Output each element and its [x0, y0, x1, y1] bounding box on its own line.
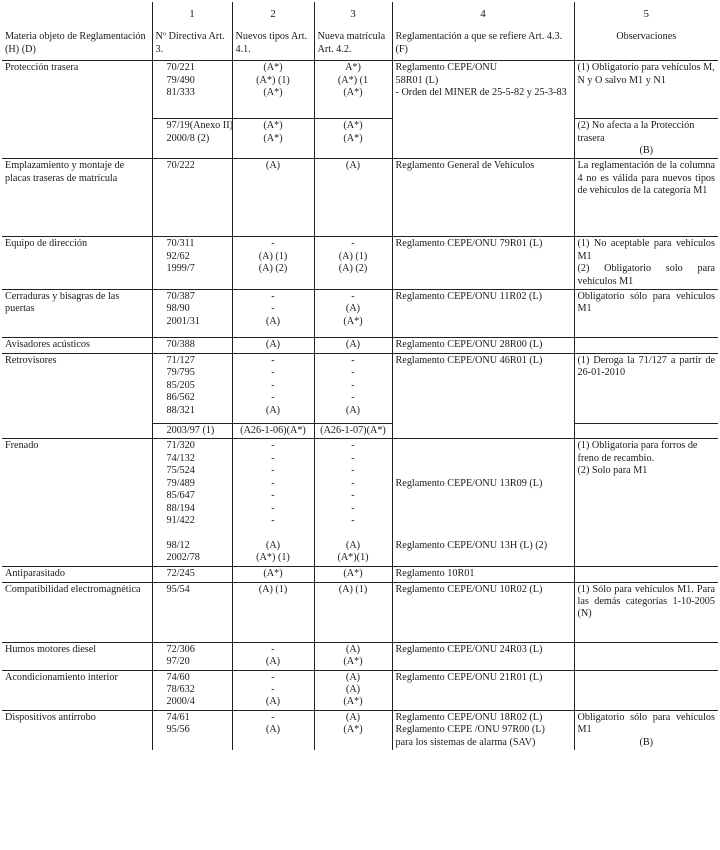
nuevos-tipos-cell-line: (A*): [263, 87, 283, 99]
directiva-cell-line: 71/127: [166, 355, 195, 367]
nueva-matricula-cell-line: (A): [345, 643, 361, 655]
nueva-matricula-cell-line: (A): [345, 711, 361, 723]
reglamentacion-cell-line: para los sistemas de alarma (SAV): [395, 736, 536, 748]
reglamentacion-cell-line: Reglamento General de Vehículos: [395, 160, 535, 172]
reglamentacion-cell-line: 58R01 (L): [395, 74, 439, 86]
nuevos-tipos-cell-line: (A) (1): [258, 583, 288, 595]
directiva-cell-line: 70/221: [166, 62, 195, 74]
nuevos-tipos-cell: [232, 582, 314, 642]
reglamentacion-cell-line: [396, 490, 571, 502]
reglamentacion-cell-line: [396, 503, 571, 515]
table-row: [2, 439, 718, 566]
nueva-matricula-cell-line: (A): [345, 303, 361, 315]
directiva-cell-line: 95/56: [166, 724, 190, 736]
nuevos-tipos-cell-line: (A*) (1): [256, 552, 290, 564]
directiva-cell: [152, 354, 232, 424]
nueva-matricula-cell-line: -: [351, 514, 355, 526]
directiva-cell-line: 91/422: [166, 514, 195, 526]
observaciones-cell: [574, 439, 718, 566]
directiva-cell-line: [167, 527, 229, 539]
nuevos-tipos-cell-line: (A*) (1): [256, 74, 290, 86]
directiva-cell: [152, 119, 232, 159]
directiva-cell: [152, 338, 232, 354]
reglamentacion-cell-line: - Orden del MINER de 25-5-82 y 25-3-83: [395, 87, 567, 99]
header-nuevos-tipos: Nuevos tipos Art. 4.1.: [232, 30, 314, 60]
nueva-matricula-cell-line: -: [351, 477, 355, 489]
nueva-matricula-cell-line: (A) (1): [338, 250, 368, 262]
directiva-cell-line: 1999/7: [166, 263, 195, 275]
nuevos-tipos-cell-line: -: [271, 477, 275, 489]
directiva-cell-line: 74/132: [166, 452, 195, 464]
materia-cell: Antiparasitado: [2, 566, 152, 582]
nueva-matricula-cell: [314, 354, 392, 424]
observaciones-cell: [574, 338, 718, 354]
nueva-matricula-cell: [314, 159, 392, 237]
nueva-matricula-cell-line: (A*) (1: [337, 74, 369, 86]
directiva-cell-line: 92/62: [166, 250, 190, 262]
nueva-matricula-cell-line: -: [351, 355, 355, 367]
directiva-cell-line: 81/333: [166, 87, 195, 99]
reglamentacion-cell: [392, 159, 574, 237]
reglamentacion-cell-line: Reglamento CEPE/ONU 28R00 (L): [395, 339, 543, 351]
nueva-matricula-cell-line: (A): [345, 404, 361, 416]
nueva-matricula-cell-line: (A*): [343, 132, 363, 144]
nueva-matricula-cell-line: (A*): [343, 120, 363, 132]
directiva-cell: [152, 566, 232, 582]
observaciones-cell-line: (2) No afecta a la Protección trasera: [577, 120, 695, 144]
nueva-matricula-cell: [314, 439, 392, 566]
table-row: [2, 338, 718, 354]
nuevos-tipos-cell: [232, 710, 314, 750]
nuevos-tipos-cell: [232, 566, 314, 582]
reglamentacion-cell-line: [396, 465, 571, 477]
observaciones-cell: [574, 237, 718, 290]
header-materia: Materia objeto de Reglamentación (H) (D): [2, 30, 152, 60]
directiva-cell-line: 72/306: [166, 643, 195, 655]
observaciones-cell: [574, 119, 718, 159]
reglamentacion-cell: [392, 119, 574, 159]
reglamentacion-cell-line: Reglamento CEPE/ONU 10R02 (L): [395, 583, 543, 595]
observaciones-cell-line: (1) No aceptable para vehículos M1: [577, 238, 715, 262]
nuevos-tipos-cell-line: -: [271, 440, 275, 452]
observaciones-cell-line: La reglamentación de la columna 4 no es válida para nuevos tipos de vehículos de la categoría M1: [577, 160, 715, 197]
reglamentacion-cell: [392, 642, 574, 670]
directiva-cell-line: 97/20: [166, 655, 190, 667]
directiva-cell: [152, 642, 232, 670]
observaciones-cell: [574, 670, 718, 710]
nuevos-tipos-cell: [232, 338, 314, 354]
directiva-cell-line: 2000/8 (2): [166, 132, 210, 144]
materia-cell: Retrovisores: [2, 354, 152, 424]
nueva-matricula-cell-line: -: [351, 367, 355, 379]
reglamentacion-cell: [392, 582, 574, 642]
nuevos-tipos-cell-line: (A*): [263, 120, 283, 132]
nueva-matricula-cell-line: (A): [345, 339, 361, 351]
table-row: [2, 566, 718, 582]
reglamentacion-cell-line: Reglamento CEPE/ONU: [395, 62, 498, 74]
header-observaciones: Observaciones: [574, 30, 718, 60]
nuevos-tipos-cell-line: (A): [265, 655, 281, 667]
nueva-matricula-cell: [314, 290, 392, 338]
reglamentacion-cell: [392, 424, 574, 439]
nuevos-tipos-cell-line: (A): [265, 315, 281, 327]
directiva-cell-line: 74/60: [166, 671, 190, 683]
directiva-cell-line: 78/632: [166, 683, 195, 695]
nueva-matricula-cell-line: (A*): [343, 655, 363, 667]
reglamentacion-cell: [392, 710, 574, 750]
directiva-cell-line: 70/387: [166, 291, 195, 303]
directiva-cell-line: 79/795: [166, 367, 195, 379]
nuevos-tipos-cell-line: (A) (2): [258, 263, 288, 275]
directiva-cell-line: 85/205: [166, 379, 195, 391]
nueva-matricula-cell-line: (A*)(1): [337, 552, 369, 564]
nuevos-tipos-cell: [232, 119, 314, 159]
nuevos-tipos-cell-line: -: [271, 514, 275, 526]
nuevos-tipos-cell: [232, 290, 314, 338]
table-row: [2, 582, 718, 642]
reglamentacion-cell-line: Reglamento 10R01: [395, 567, 475, 579]
table-row: [2, 119, 718, 159]
nuevos-tipos-cell-line: (A): [265, 339, 281, 351]
column-number: 1: [152, 2, 232, 30]
observaciones-cell-line: Obligatorio sólo para vehículos M1: [577, 291, 715, 315]
nuevos-tipos-cell: [232, 61, 314, 119]
directiva-cell: [152, 237, 232, 290]
header-reglamentacion: Reglamentación a que se refiere Art. 4.3. (F): [392, 30, 574, 60]
observaciones-cell: [574, 566, 718, 582]
nueva-matricula-cell-line: (A*): [343, 87, 363, 99]
nuevos-tipos-cell-line: [236, 527, 311, 539]
nuevos-tipos-cell: [232, 424, 314, 439]
directiva-cell: [152, 290, 232, 338]
directiva-cell: [152, 61, 232, 119]
nuevos-tipos-cell-line: -: [271, 671, 275, 683]
observaciones-cell-line: (1) Obligatorio para vehículos M, N y O salvo M1 y N1: [577, 62, 715, 86]
table-row: [2, 61, 718, 119]
nuevos-tipos-cell-line: (A*): [263, 132, 283, 144]
directiva-cell-line: 75/524: [166, 465, 195, 477]
nuevos-tipos-cell: [232, 670, 314, 710]
reglamentacion-cell-line: [396, 527, 571, 539]
nuevos-tipos-cell-line: (A): [265, 160, 281, 172]
materia-cell: Acondicionamiento interior: [2, 670, 152, 710]
reglamentacion-cell-line: Reglamento CEPE/ONU 11R02 (L): [395, 291, 542, 303]
nueva-matricula-cell-line: (A*): [343, 567, 363, 579]
table-row: [2, 290, 718, 338]
nueva-matricula-cell-line: -: [351, 490, 355, 502]
directiva-cell-line: 98/12: [166, 539, 190, 551]
nuevos-tipos-cell-line: -: [271, 379, 275, 391]
materia-cell: [2, 424, 152, 439]
materia-cell: [2, 119, 152, 159]
nueva-matricula-cell: [314, 642, 392, 670]
reglamentacion-cell-line: Reglamento CEPE/ONU 18R02 (L): [395, 711, 543, 723]
directiva-cell: [152, 710, 232, 750]
nuevos-tipos-cell-line: -: [271, 711, 275, 723]
column-number: 3: [314, 2, 392, 30]
table-row: [2, 710, 718, 750]
observaciones-cell: [574, 290, 718, 338]
reglamentacion-cell-line: Reglamento CEPE /ONU 97R00 (L): [395, 724, 545, 736]
directiva-cell-line: 97/19(Anexo II): [166, 120, 233, 132]
column-number: 2: [232, 2, 314, 30]
directiva-cell: [152, 159, 232, 237]
materia-cell: Equipo de dirección: [2, 237, 152, 290]
directiva-cell-line: 85/647: [166, 490, 195, 502]
reglamentacion-cell: [392, 290, 574, 338]
nueva-matricula-cell-line: (A) (2): [338, 263, 368, 275]
table-row: [2, 237, 718, 290]
nuevos-tipos-cell-line: (A): [265, 404, 281, 416]
nueva-matricula-cell-line: (A) (1): [338, 583, 368, 595]
reglamentacion-cell-line: [396, 440, 571, 452]
nueva-matricula-cell-line: -: [351, 379, 355, 391]
nueva-matricula-cell-line: A*): [345, 62, 361, 74]
materia-cell: Emplazamiento y montaje de placas traseras de matrícula: [2, 159, 152, 237]
nueva-matricula-cell-line: (A): [345, 671, 361, 683]
column-number: 5: [574, 2, 718, 30]
nuevos-tipos-cell-line: -: [271, 355, 275, 367]
directiva-cell-line: 2001/31: [166, 315, 200, 327]
directiva-cell-line: 98/90: [166, 303, 190, 315]
nuevos-tipos-cell-line: -: [271, 452, 275, 464]
reglamentacion-cell-line: [396, 515, 571, 527]
nueva-matricula-cell: [314, 424, 392, 439]
table-row: [2, 159, 718, 237]
reglamentacion-cell-line: Reglamento CEPE/ONU 21R01 (L): [395, 671, 543, 683]
nuevos-tipos-cell: [232, 159, 314, 237]
observaciones-cell: [574, 159, 718, 237]
observaciones-cell-line: (B): [639, 145, 654, 157]
directiva-cell-line: 79/489: [166, 477, 195, 489]
materia-cell: Compatibilidad electromagnética: [2, 582, 152, 642]
table-row: [2, 354, 718, 424]
observaciones-cell: [574, 582, 718, 642]
table-row: [2, 424, 718, 439]
observaciones-cell: [574, 61, 718, 119]
observaciones-cell: [574, 424, 718, 439]
nueva-matricula-cell-line: (A*): [343, 696, 363, 708]
nuevos-tipos-cell-line: -: [271, 643, 275, 655]
column-number-row: [2, 2, 718, 30]
nuevos-tipos-cell: [232, 354, 314, 424]
observaciones-cell: [574, 354, 718, 424]
nueva-matricula-cell-line: (A26-1-07)(A*): [320, 425, 386, 437]
directiva-cell-line: 2000/4: [166, 696, 195, 708]
directiva-cell-line: 2002/78: [166, 552, 200, 564]
nuevos-tipos-cell: [232, 237, 314, 290]
reglamentacion-cell-line: Reglamento CEPE/ONU 13R09 (L): [395, 477, 543, 489]
nueva-matricula-cell-line: (A*): [343, 315, 363, 327]
materia-cell: Frenado: [2, 439, 152, 566]
observaciones-cell: [574, 710, 718, 750]
column-number: 4: [392, 2, 574, 30]
nuevos-tipos-cell-line: -: [271, 502, 275, 514]
materia-cell: Dispositivos antirrobo: [2, 710, 152, 750]
nueva-matricula-cell: [314, 237, 392, 290]
directiva-cell: [152, 439, 232, 566]
nuevos-tipos-cell-line: (A) (1): [258, 250, 288, 262]
observaciones-cell-line: (2) Obligatorio solo para vehículos M1: [577, 263, 715, 287]
observaciones-cell-line: (2) Solo para M1: [577, 465, 648, 477]
nueva-matricula-cell-line: (A): [345, 539, 361, 551]
directiva-cell-line: 88/321: [166, 404, 195, 416]
directiva-cell-line: 70/388: [166, 339, 195, 351]
nuevos-tipos-cell-line: (A*): [263, 62, 283, 74]
reglamentacion-cell: [392, 566, 574, 582]
directiva-cell-line: 74/61: [166, 711, 190, 723]
directiva-cell: [152, 670, 232, 710]
observaciones-cell-line: (1) Deroga la 71/127 a partir de 26-01-2010: [577, 355, 715, 379]
nueva-matricula-cell-line: -: [351, 238, 355, 250]
header-row: [2, 30, 718, 60]
header-directiva: Nº Directiva Art. 3.: [152, 30, 232, 60]
table-row: [2, 642, 718, 670]
nuevos-tipos-cell-line: (A): [265, 724, 281, 736]
table-row: [2, 670, 718, 710]
materia-cell: Humos motores diesel: [2, 642, 152, 670]
nuevos-tipos-cell-line: -: [271, 238, 275, 250]
reglamentacion-cell: [392, 439, 574, 566]
nueva-matricula-cell: [314, 670, 392, 710]
directiva-cell-line: 79/490: [166, 74, 195, 86]
nueva-matricula-cell-line: -: [351, 465, 355, 477]
nueva-matricula-cell: [314, 61, 392, 119]
nuevos-tipos-cell: [232, 642, 314, 670]
observaciones-cell-line: (B): [639, 736, 654, 748]
nuevos-tipos-cell-line: -: [271, 367, 275, 379]
nueva-matricula-cell-line: (A*): [343, 724, 363, 736]
directiva-cell-line: 88/194: [166, 502, 195, 514]
directiva-cell-line: 70/222: [166, 160, 195, 172]
materia-cell: Cerraduras y bisagras de las puertas: [2, 290, 152, 338]
header-nueva-matricula: Nueva matrícula Art. 4.2.: [314, 30, 392, 60]
nueva-matricula-cell: [314, 119, 392, 159]
nueva-matricula-cell-line: -: [351, 392, 355, 404]
nuevos-tipos-cell-line: (A*): [263, 567, 283, 579]
nuevos-tipos-cell-line: -: [271, 392, 275, 404]
nueva-matricula-cell: [314, 566, 392, 582]
nueva-matricula-cell: [314, 710, 392, 750]
regulation-table: [2, 2, 718, 750]
observaciones-cell-line: (1) Obligatoria para forros de freno de recambio.: [577, 440, 698, 464]
reglamentacion-cell: [392, 61, 574, 119]
reglamentacion-cell: [392, 237, 574, 290]
nueva-matricula-cell-line: (A): [345, 683, 361, 695]
nuevos-tipos-cell-line: -: [271, 683, 275, 695]
materia-cell: Protección trasera: [2, 61, 152, 119]
observaciones-cell: [574, 642, 718, 670]
nuevos-tipos-cell: [232, 439, 314, 566]
nuevos-tipos-cell-line: (A): [265, 696, 281, 708]
reglamentacion-cell: [392, 338, 574, 354]
nuevos-tipos-cell-line: (A): [265, 539, 281, 551]
nueva-matricula-cell: [314, 338, 392, 354]
reglamentacion-cell-line: Reglamento CEPE/ONU 46R01 (L): [395, 355, 543, 367]
reglamentacion-cell-line: Reglamento CEPE/ONU 13H (L) (2): [395, 539, 548, 551]
nueva-matricula-cell-line: -: [351, 440, 355, 452]
directiva-cell-line: 95/54: [166, 583, 190, 595]
nuevos-tipos-cell-line: -: [271, 465, 275, 477]
nueva-matricula-cell: [314, 582, 392, 642]
reglamentacion-cell-line: [396, 453, 571, 465]
observaciones-cell-line: Obligatorio sólo para vehículos M1: [577, 711, 715, 736]
nueva-matricula-cell-line: -: [351, 502, 355, 514]
nuevos-tipos-cell-line: -: [271, 303, 275, 315]
nuevos-tipos-cell-line: (A26-1-06)(A*): [240, 425, 306, 437]
nueva-matricula-cell-line: -: [351, 291, 355, 303]
directiva-cell-line: 2003/97 (1): [166, 425, 215, 437]
nueva-matricula-cell-line: [318, 527, 389, 539]
observaciones-cell-line: (1) Sólo para vehículos M1. Para las demás categorías 1-10-2005 (N): [577, 583, 715, 620]
reglamentacion-cell: [392, 670, 574, 710]
directiva-cell: [152, 424, 232, 439]
reglamentacion-cell-line: Reglamento CEPE/ONU 79R01 (L): [395, 238, 543, 250]
materia-cell: Avisadores acústicos: [2, 338, 152, 354]
nuevos-tipos-cell-line: -: [271, 291, 275, 303]
nueva-matricula-cell-line: (A): [345, 160, 361, 172]
directiva-cell-line: 86/562: [166, 392, 195, 404]
directiva-cell: [152, 582, 232, 642]
reglamentacion-cell: [392, 354, 574, 424]
directiva-cell-line: 71/320: [166, 440, 195, 452]
nuevos-tipos-cell-line: -: [271, 490, 275, 502]
reglamentacion-cell-line: [396, 552, 571, 564]
nueva-matricula-cell-line: -: [351, 452, 355, 464]
reglamentacion-cell-line: Reglamento CEPE/ONU 24R03 (L): [395, 643, 543, 655]
directiva-cell-line: 72/245: [166, 567, 195, 579]
directiva-cell-line: 70/311: [166, 238, 195, 250]
